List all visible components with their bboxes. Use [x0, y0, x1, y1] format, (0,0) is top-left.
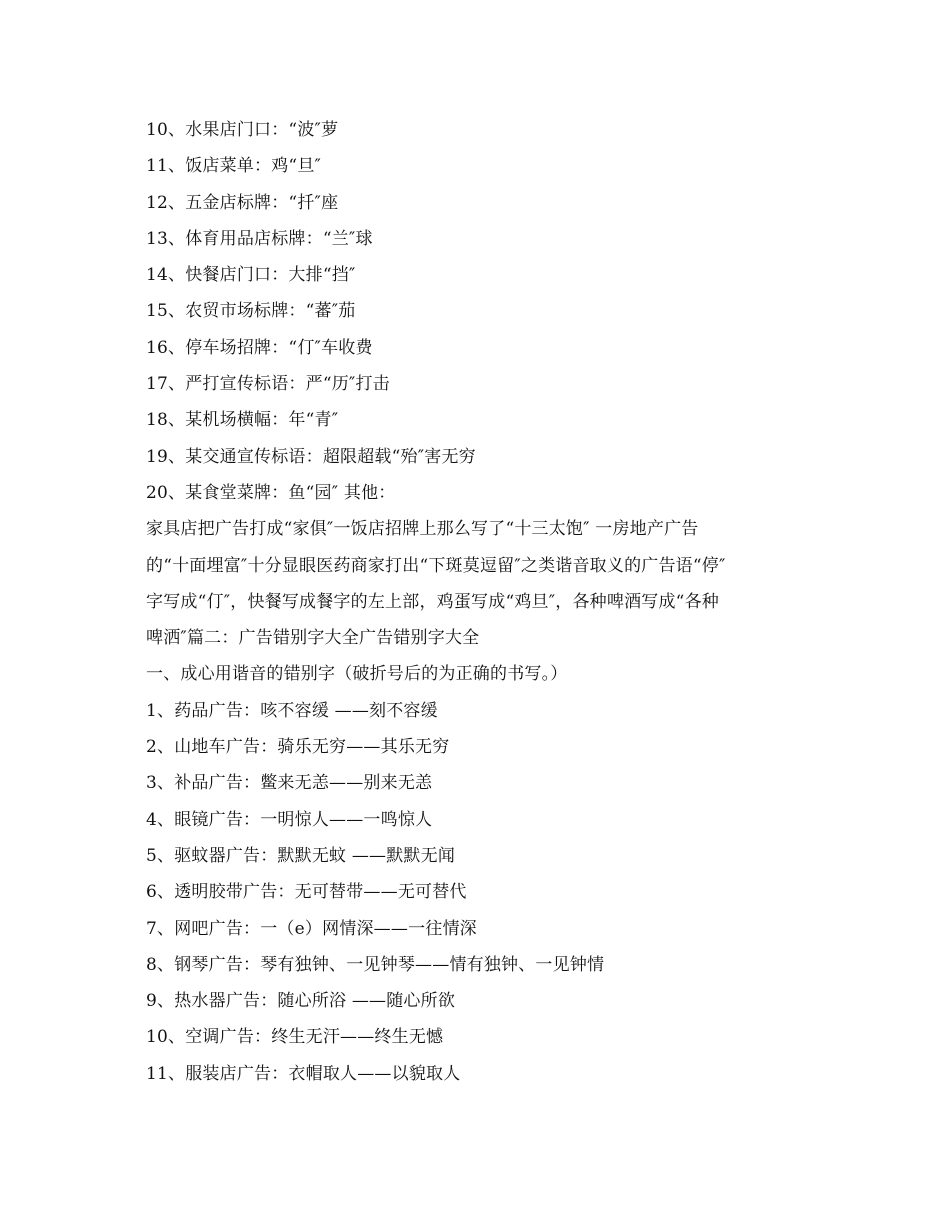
text-line: 18、某机场横幅：年“青″: [146, 410, 339, 431]
list-item: 1、药品广告：咳不容缓 ——刻不容缓: [146, 700, 438, 721]
list-item: 7、网吧广告：一（e）网情深——一往情深: [146, 918, 477, 939]
text-line: 的“十面埋富″十分显眼医药商家打出“下斑莫逗留″之类谐音取义的广告语“停″: [146, 555, 726, 576]
list-item: 8、钢琴广告：琴有独钟、一见钟琴——情有独钟、一见钟情: [146, 954, 605, 975]
section-heading: 一、成心用谐音的错别字（破折号后的为正确的书写。）: [146, 664, 568, 685]
text-line: 20、某食堂菜牌：鱼“园″ 其他：: [146, 482, 396, 503]
document-body: [146, 112, 826, 1092]
text-line: 10、水果店门口：“波″萝: [146, 120, 339, 140]
list-item: 10、空调广告：终生无汗——终生无憾: [146, 1027, 444, 1048]
text-line: 15、农贸市场标牌：“蕃″茄: [146, 301, 356, 322]
text-line: 啤洒″篇二：广告错别字大全广告错别字大全: [146, 628, 480, 649]
list-item: 5、驱蚊器广告：默默无蚊 ——默默无闻: [146, 845, 456, 866]
list-item: 3、补品广告：鳖来无恙——别来无恙: [146, 773, 433, 794]
text-line: 12、五金店标牌：“扦″座: [146, 192, 339, 213]
text-line: 19、某交通宣传标语：超限超载“殆″害无穷: [146, 446, 476, 467]
text-line: 字写成“仃″，快餐写成餐字的左上部，鸡蛋写成“鸡旦″，各种啤酒写成“各种: [146, 591, 719, 612]
text-line: 11、饭店菜单：鸡“旦″: [146, 156, 322, 177]
text-line: 14、快餐店门口：大排“挡″: [146, 265, 356, 286]
list-item: 9、热水器广告：随心所浴 ——随心所欲: [146, 991, 456, 1012]
text-line: 16、停车场招牌：“仃″车收费: [146, 337, 373, 358]
list-item: 11、服装店广告：衣帽取人——以貌取人: [146, 1063, 461, 1084]
text-line: 13、体育用品店标牌：“兰″球: [146, 228, 373, 249]
text-line: 家具店把广告打成“家俱″一饭店招牌上那么写了“十三太饱″ 一房地产广告: [146, 519, 699, 540]
list-item: 4、眼镜广告：一明惊人——一鸣惊人: [146, 809, 433, 830]
text-line: 17、严打宣传标语：严“历″打击: [146, 374, 390, 395]
list-item: 6、透明胶带广告：无可替带——无可替代: [146, 882, 467, 903]
list-item: 2、山地车广告：骑乐无穷——其乐无穷: [146, 737, 450, 758]
